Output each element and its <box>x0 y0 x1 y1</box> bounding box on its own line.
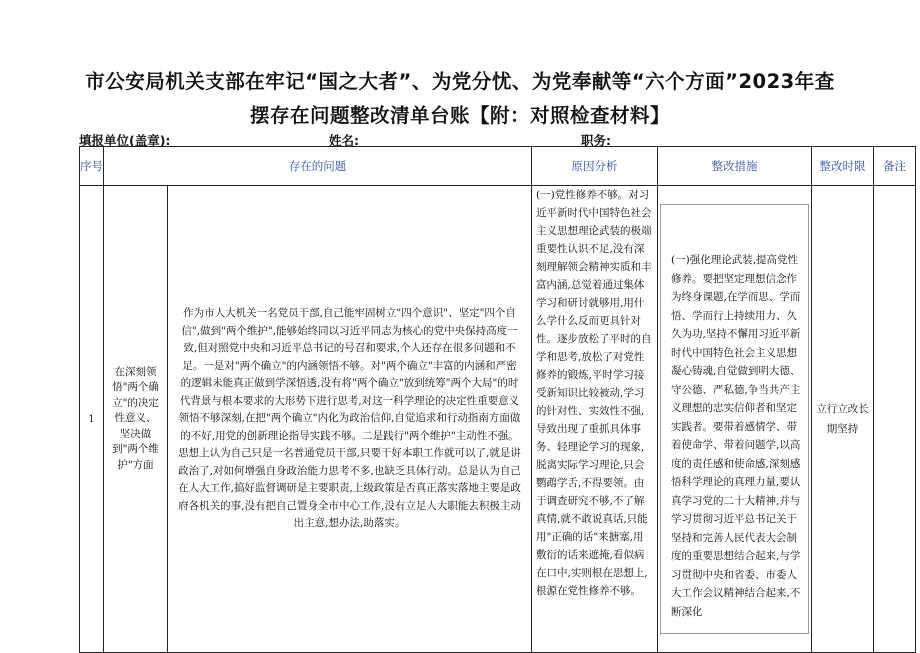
row-note <box>874 186 916 653</box>
position-label: 职务: <box>581 133 611 148</box>
header-index: 序号 <box>80 147 104 186</box>
header-cause: 原因分析 <box>532 147 658 186</box>
row-measure: (一)强化理论武装,提高党性修养。要把坚定理想信念作为终身课题,在学而思、学而悟、学而行上持续用力、久久为功,坚持不懈用习近平新时代中国特色社会主义思想凝心铸魂,自觉做到明大德、守公德、严私德,争当共产主义理想的忠实信仰者和坚定实践者。要带着感情学、带着使命学、带着问题学,以高度的责任感和使命感,深刻感悟科学理论的真理力量,要认真学习党的二十大精神,并与学习贯彻习近平总书记关于坚持和完善人民代表大会制度的重要思想结合起来,与学习贯彻中央和省委、市委人大工作会议精神结合起来,不断深化 <box>660 204 809 634</box>
header-note: 备注 <box>874 147 916 186</box>
row-measure-cell <box>658 186 812 653</box>
row-deadline: 立行立改长期坚持 <box>812 186 874 653</box>
header-issue: 存在的问题 <box>104 147 532 186</box>
table-row <box>80 186 916 653</box>
document-title-line1: 市公安局机关支部在牢记“国之大者”、为党分忧、为党奉献等“六个方面”2023年查 <box>85 70 835 93</box>
row-cause-cell <box>532 186 658 653</box>
unit-label: 填报单位(盖章): <box>79 133 171 148</box>
row-topic: 在深刻领悟"两个确立"的决定性意义、坚决做到"两个维护"方面 <box>104 186 168 653</box>
name-label: 姓名: <box>329 133 359 148</box>
header-measure: 整改措施 <box>658 147 812 186</box>
document-title-line2: 摆存在问题整改清单台账【附：对照检查材料】 <box>249 104 670 127</box>
header-deadline: 整改时限 <box>812 147 874 186</box>
rectification-table <box>79 146 916 653</box>
row-cause: (一)党性修养不够。对习近平新时代中国特色社会主义思想理论武装的极端重要性认识不足,没有深刻理解领会精神实质和丰富内涵,总觉着通过集体学习和研讨就够用,用什么学什么反而更具针对性。逐步放松了平时的自学和思考,放松了对党性修养的锻炼,平时学习接受新知识比较被动,学习的针对性、实效性不强,导致出现了重抓具体事务、轻理论学习的现象,脱离实际学习理论,只会鹦鹉学舌,不得要领。由于调查研究不够,不了解真情,就不敢说真话,只能用"正确的话"来搪塞,用敷衍的话来遮掩,看似病在口中,实则根在思想上,根源在党性修养不够。 <box>536 189 652 597</box>
table-header-row <box>80 147 916 186</box>
row-index: 1 <box>80 186 104 653</box>
row-issue: 作为市人大机关一名党员干部,自己能牢固树立"四个意识"、坚定"四个自信",做到"两个维护",能够始终同以习近平同志为核心的党中央保持高度一致,但对照党中央和习近平总书记的号召和要求,个人还存在很多问题和不足。一是对"两个确立"的内涵领悟不够。对"两个确立"丰富的内涵和严密的逻辑未能真正做到学深悟透,没有将"两个确立"放到统筹"两个大局"的时代背景与根本要求的大形势下进行思考,对这一科学理论的决定性重要意义领悟不够深刻,在把"两个确立"内化为政治信仰,自觉追求和行动指南方面做的不好,用党的创新理论指导实践不够。二是践行"两个维护"主动性不强。思想上认为自己只是一名普通党员干部,只要干好本职工作就可以了,就是讲政治了,对如何增强自身政治能力思考不多,也缺乏具体行动。总是认为自己在人大工作,搞好监督调研是主要职责,上级政策是否真正落实落地主要是政府各机关的事,没有把自己置身全市中心工作,没有立足人大职能去积极主动出主意,想办法,助落实。 <box>168 186 532 653</box>
